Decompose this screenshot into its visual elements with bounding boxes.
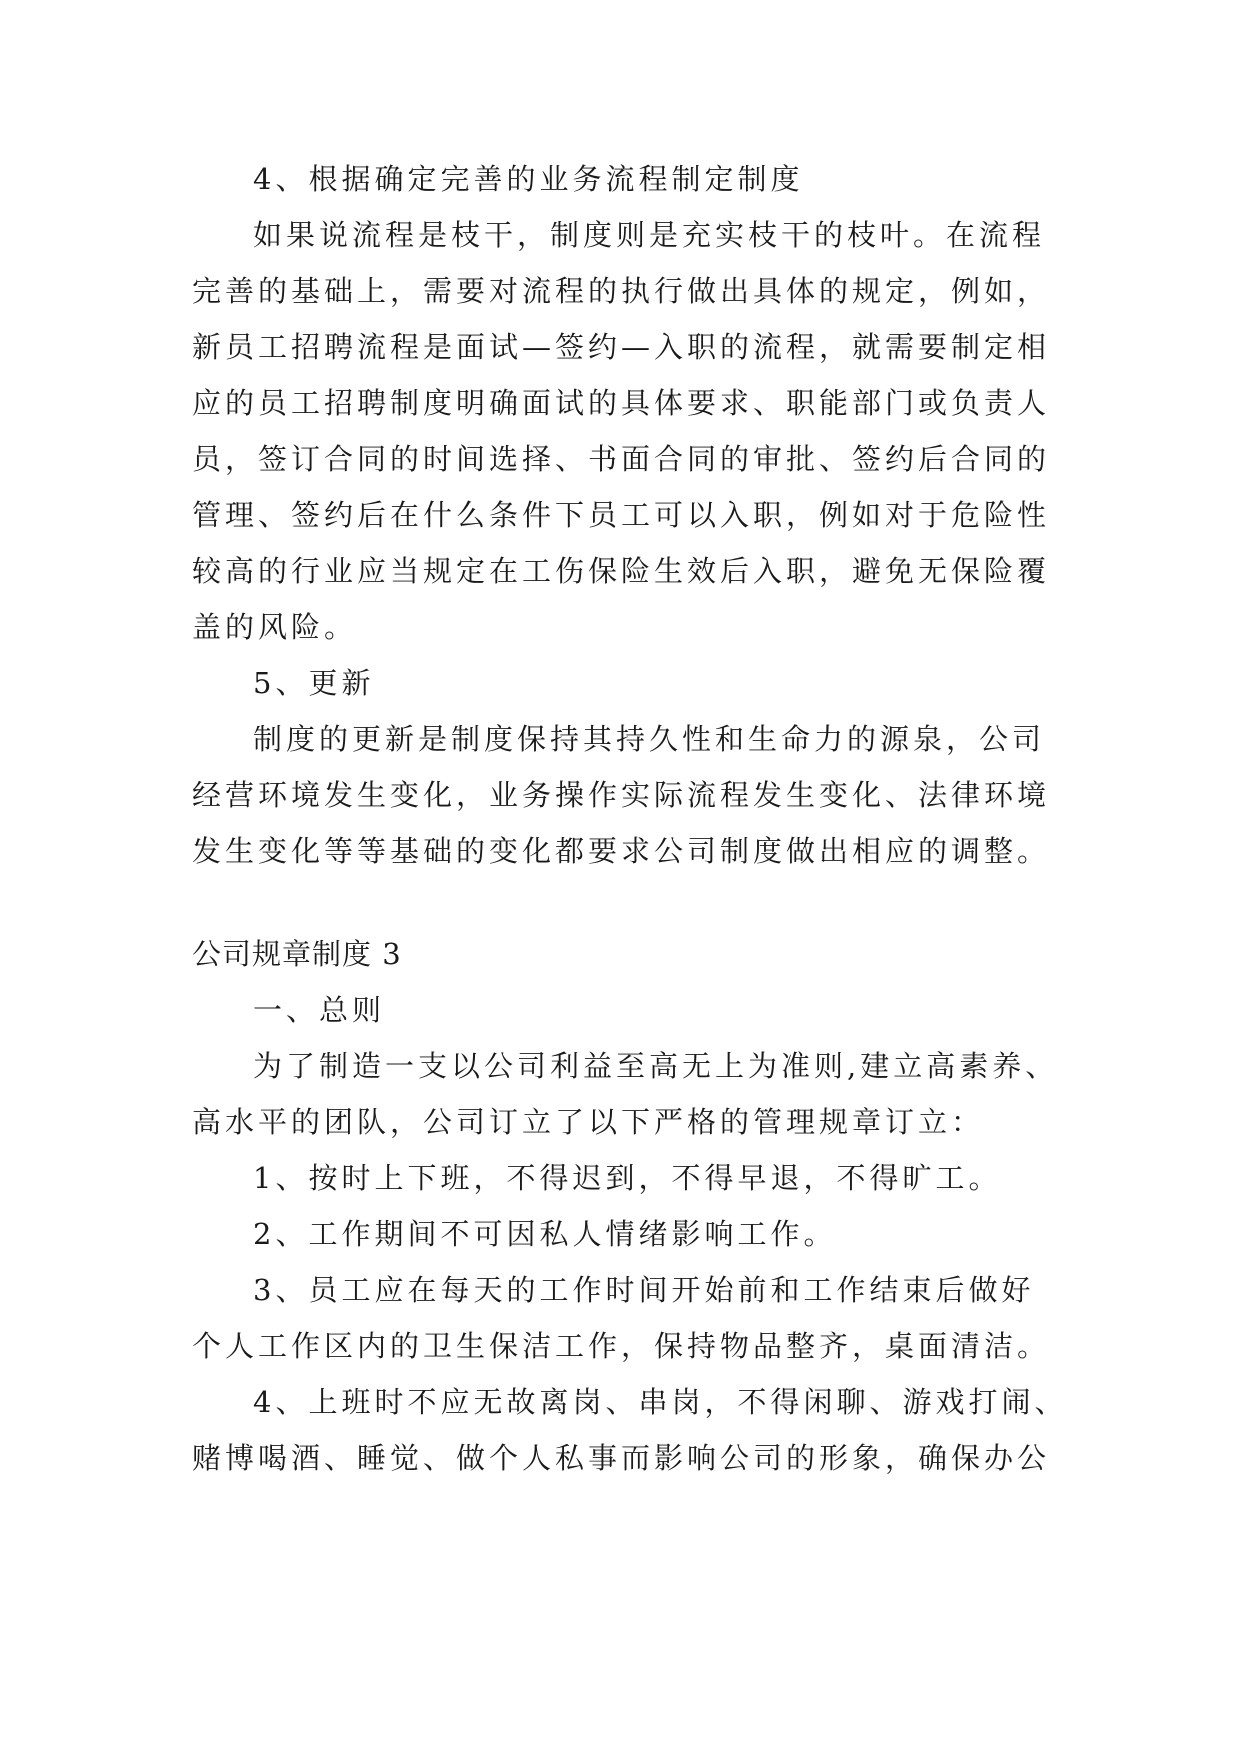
paragraph-line: 新员工招聘流程是面试—签约—入职的流程，就需要制定相 bbox=[192, 330, 1051, 364]
paragraph-line: 为了制造一支以公司利益至高无上为准则,建立高素养、 bbox=[253, 1049, 1059, 1083]
paragraph-line: 员，签订合同的时间选择、书面合同的审批、签约后合同的 bbox=[192, 442, 1051, 476]
paragraph-line: 管理、签约后在什么条件下员工可以入职，例如对于危险性 bbox=[192, 498, 1051, 532]
paragraph-line: 制度的更新是制度保持其持久性和生命力的源泉，公司 bbox=[253, 722, 1046, 756]
section-heading: 4、根据确定完善的业务流程制定制度 bbox=[253, 162, 804, 196]
section-heading: 5、更新 bbox=[253, 666, 375, 700]
document-section-title: 公司规章制度 3 bbox=[192, 937, 402, 971]
rule-item: 3、员工应在每天的工作时间开始前和工作结束后做好 bbox=[253, 1273, 1035, 1307]
paragraph-line: 完善的基础上，需要对流程的执行做出具体的规定，例如， bbox=[192, 274, 1051, 308]
section-heading: 一、总则 bbox=[253, 993, 386, 1027]
rule-item: 1、按时上下班，不得迟到，不得早退，不得旷工。 bbox=[253, 1161, 1002, 1195]
rule-item-continuation: 赌博喝酒、睡觉、做个人私事而影响公司的形象，确保办公 bbox=[192, 1441, 1051, 1475]
paragraph-line: 如果说流程是枝干，制度则是充实枝干的枝叶。在流程 bbox=[253, 218, 1046, 252]
paragraph-line: 发生变化等等基础的变化都要求公司制度做出相应的调整。 bbox=[192, 834, 1051, 868]
rule-item: 2、工作期间不可因私人情绪影响工作。 bbox=[253, 1217, 837, 1251]
paragraph-line: 应的员工招聘制度明确面试的具体要求、职能部门或负责人 bbox=[192, 386, 1051, 420]
rule-item: 4、上班时不应无故离岗、串岗，不得闲聊、游戏打闹、 bbox=[253, 1385, 1068, 1419]
rule-item-continuation: 个人工作区内的卫生保洁工作，保持物品整齐，桌面清洁。 bbox=[192, 1329, 1051, 1363]
paragraph-line: 高水平的团队，公司订立了以下严格的管理规章订立： bbox=[192, 1105, 985, 1139]
paragraph-line: 经营环境发生变化，业务操作实际流程发生变化、法律环境 bbox=[192, 778, 1051, 812]
paragraph-line: 较高的行业应当规定在工伤保险生效后入职，避免无保险覆 bbox=[192, 554, 1051, 588]
paragraph-line: 盖的风险。 bbox=[192, 610, 358, 644]
